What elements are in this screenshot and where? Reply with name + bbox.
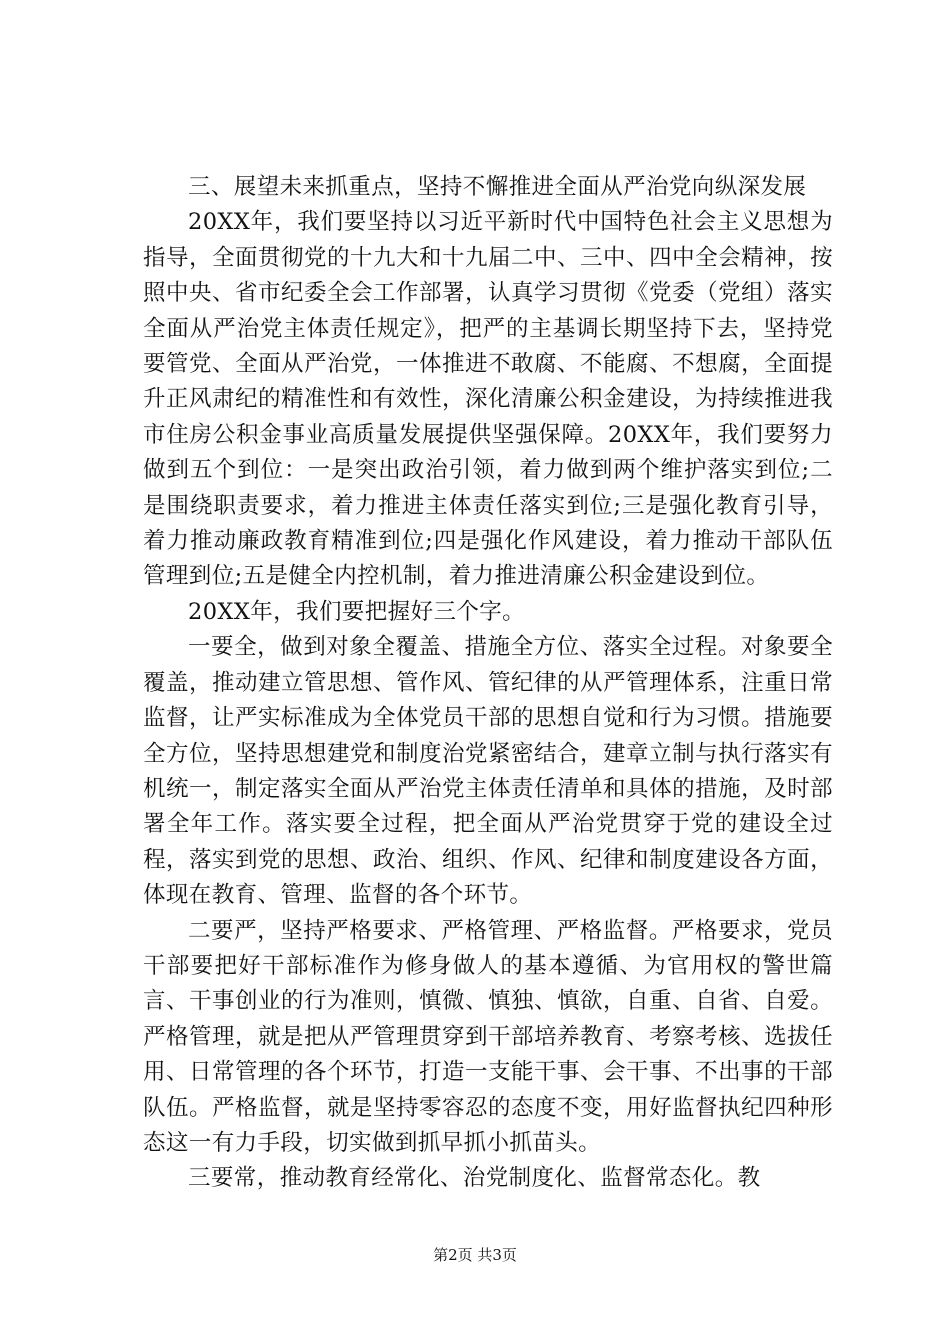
paragraph: 二要严，坚持严格要求、严格管理、严格监督。严格要求，党员干部要把好干部标准作为修身做人的基本遵循、为官用权的警世篇言、干事创业的行为准则，慎微、慎独、慎欲，自重、自省、自爱。严格管理，就是把从严管理贯穿到干部培养教育、考察考核、选拔任用、日常管理的各个环节，打造一支能干事、会干事、不出事的干部队伍。严格监督，就是坚持零容忍的态度不变，用好监督执纪四种形态这一有力手段，切实做到抓早抓小抓苗头。 (143, 917, 833, 1156)
paragraph: 一要全，做到对象全覆盖、措施全方位、落实全过程。对象要全覆盖，推动建立管思想、管作风、管纪律的从严管理体系，注重日常监督，让严实标准成为全体党员干部的思想自觉和行为习惯。措施要全方位，坚持思想建党和制度治党紧密结合，建章立制与执行落实有机统一，制定落实全面从严治党主体责任清单和具体的措施，及时部署全年工作。落实要全过程，把全面从严治党贯穿于党的建设全过程，落实到党的思想、政治、组织、作风、纪律和制度建设各方面，体现在教育、管理、监督的各个环节。 (143, 634, 833, 909)
paragraph: 20XX年，我们要坚持以习近平新时代中国特色社会主义思想为指导，全面贯彻党的十九大和十九届二中、三中、四中全会精神，按照中央、省市纪委全会工作部署，认真学习贯彻《党委（党组）落实全面从严治党主体责任规定》，把严的主基调长期坚持下去，坚持党要管党、全面从严治党，一体推进不敢腐、不能腐、不想腐，全面提升正风肃纪的精准性和有效性，深化清廉公积金建设，为持续推进我市住房公积金事业高质量发展提供坚强保障。20XX年，我们要努力做到五个到位：一是突出政治引领，着力做到两个维护落实到位;二是围绕职责要求，着力推进主体责任落实到位;三是强化教育引导，着力推动廉政教育精准到位;四是强化作风建设，着力推动干部队伍管理到位;五是健全内控机制，着力推进清廉公积金建设到位。 (143, 209, 833, 590)
paragraph: 三要常，推动教育经常化、治党制度化、监督常态化。教 (188, 1165, 761, 1192)
paragraph: 20XX年，我们要把握好三个字。 (188, 598, 526, 625)
document-body (143, 170, 833, 1197)
section-heading: 三、展望未来抓重点，坚持不懈推进全面从严治党向纵深发展 (188, 174, 807, 200)
page-footer: 第2页 共3页 (433, 1246, 517, 1264)
